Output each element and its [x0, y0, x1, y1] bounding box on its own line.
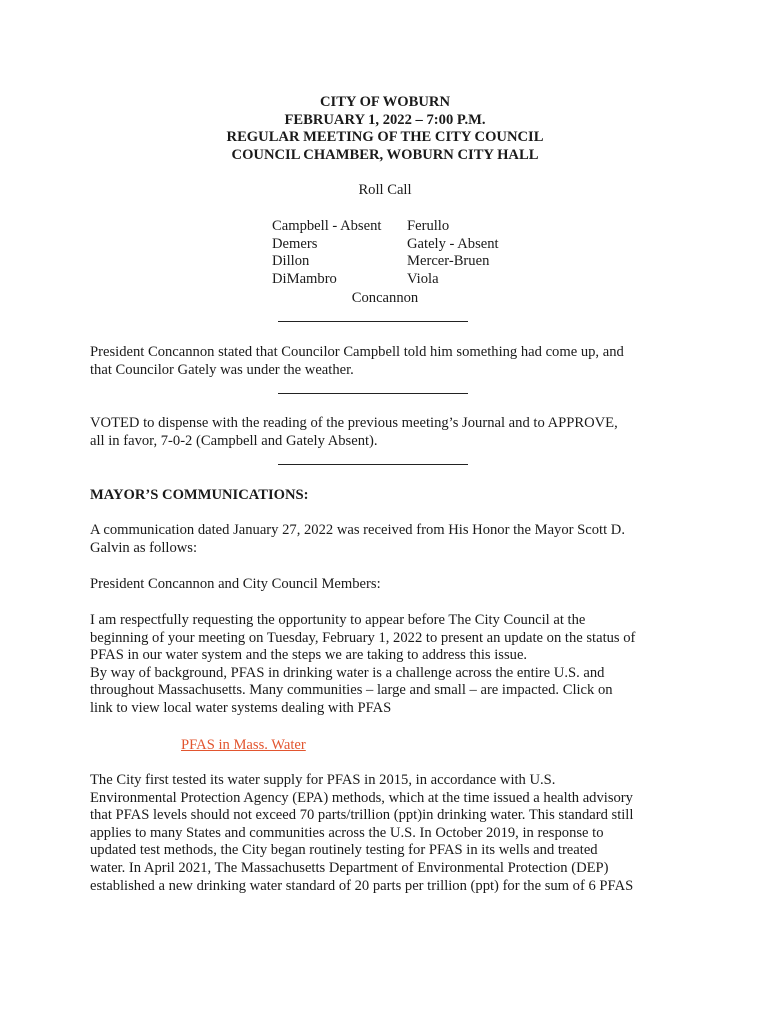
text-line: President Concannon stated that Councilor Campbell told him something had come up, and [90, 344, 624, 360]
text-line: link to view local water systems dealing with PFAS [90, 699, 392, 716]
roll-call-left-column [272, 218, 381, 288]
councilor-name: Mercer-Bruen [407, 253, 490, 270]
text-line: established a new drinking water standard of 20 parts per trillion (ppt) for the sum of 6 PFAS [90, 877, 634, 894]
text-line: By way of background, PFAS in drinking water is a challenge across the entire U.S. and [90, 664, 605, 681]
communication-paragraph [90, 522, 680, 557]
text-line: I am respectfully requesting the opportunity to appear before The City Council at the [90, 612, 586, 628]
text-line: Galvin as follows: [90, 539, 198, 556]
text-line: VOTED to dispense with the reading of the previous meeting’s Journal and to APPROVE, [90, 415, 618, 431]
text-line: water. In April 2021, The Massachusetts Department of Environmental Protection (DEP) [90, 859, 609, 876]
header-meeting: REGULAR MEETING OF THE CITY COUNCIL [226, 129, 544, 146]
councilor-name: DiMambro [272, 270, 337, 287]
councilor-name: Viola [407, 270, 439, 287]
document-header [0, 94, 770, 164]
text-line: updated test methods, the City began routinely testing for PFAS in its wells and treated [90, 842, 598, 859]
header-city: CITY OF WOBURN [319, 94, 450, 110]
header-date: FEBRUARY 1, 2022 – 7:00 P.M. [284, 111, 486, 128]
president-name: Concannon [351, 290, 419, 306]
text-line: beginning of your meeting on Tuesday, February 1, 2022 to present an update on the status of [90, 629, 636, 646]
history-paragraph [90, 772, 680, 895]
councilor-name: Demers [272, 235, 318, 252]
text-line: applies to many States and communities across the U.S. In October 2019, in response to [90, 824, 604, 841]
councilor-name: Campbell - Absent [272, 218, 382, 234]
councilor-name: Gately - Absent [407, 235, 499, 252]
text-line: all in favor, 7-0-2 (Campbell and Gately Absent). [90, 432, 378, 449]
header-location: COUNCIL CHAMBER, WOBURN CITY HALL [231, 146, 539, 163]
request-paragraph [90, 612, 680, 718]
roll-call-right-column [407, 218, 499, 288]
councilor-name: Ferullo [407, 218, 450, 234]
roll-call-title: Roll Call [358, 182, 412, 198]
text-line: that PFAS levels should not exceed 70 parts/trillion (ppt)in drinking water. This standard still [90, 807, 634, 824]
vote-paragraph [90, 415, 680, 450]
text-line: throughout Massachusetts. Many communities – large and small – are impacted. Click on [90, 682, 613, 699]
absence-note-paragraph [90, 344, 680, 379]
pfas-mass-water-link[interactable]: PFAS in Mass. Water [181, 737, 306, 753]
text-line: The City first tested its water supply for PFAS in 2015, in accordance with U.S. [90, 772, 556, 788]
text-line: Environmental Protection Agency (EPA) methods, which at the time issued a health advisory [90, 789, 633, 806]
divider-line [278, 321, 468, 322]
mayor-communications-heading: MAYOR’S COMMUNICATIONS: [90, 487, 309, 503]
divider-line [278, 464, 468, 465]
text-line: that Councilor Gately was under the weather. [90, 361, 354, 378]
text-line: A communication dated January 27, 2022 was received from His Honor the Mayor Scott D. [90, 522, 625, 538]
text-line: PFAS in our water system and the steps we are taking to address this issue. [90, 647, 528, 664]
councilor-name: Dillon [272, 253, 310, 270]
salutation: President Concannon and City Council Members: [90, 576, 381, 592]
divider-line [278, 393, 468, 394]
